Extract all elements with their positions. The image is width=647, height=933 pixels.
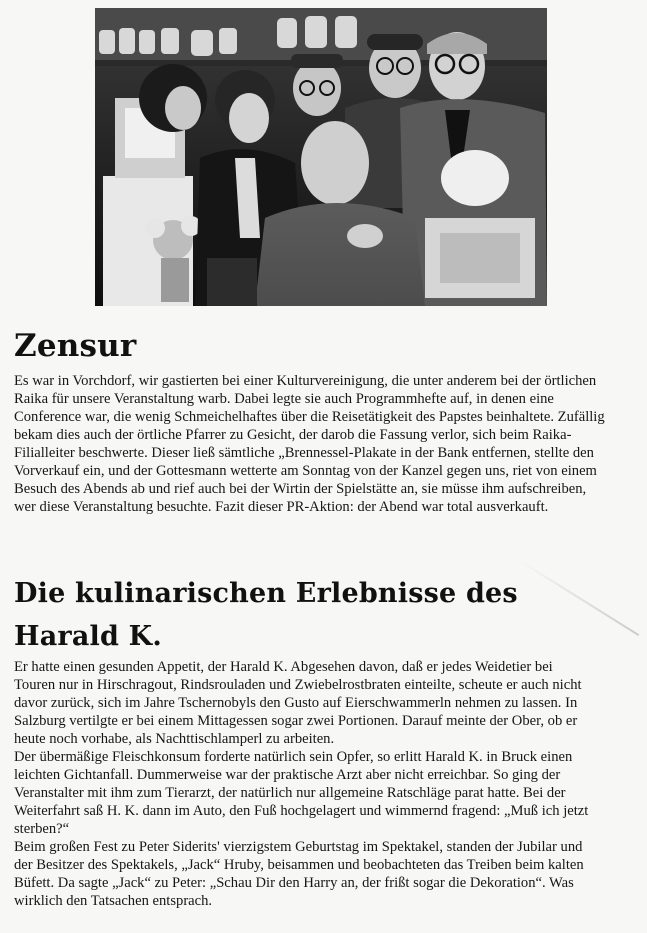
- body-line: Salzburg vertilgte er bei einem Mittagessen sogar zwei Portionen. Darauf meinte der Ober, ob er: [14, 713, 578, 729]
- body-line: Weiterfahrt saß H. K. dann im Auto, den Fuß hochgelagert und wimmernd fragend: „Muß ich jetzt: [14, 803, 589, 819]
- article-body-kulinarisch: [14, 658, 629, 910]
- body-line: Der übermäßige Fleischkonsum forderte natürlich sein Opfer, so erlitt Harald K. in Bruck einen: [14, 749, 573, 765]
- body-line: Es war in Vorchdorf, wir gastierten bei einer Kulturvereinigung, die unter anderem bei der örtlichen: [14, 373, 597, 389]
- body-line: Touren nur in Hirschragout, Rindsrouladen und Zwiebelrostbraten einteilte, scheute er auch nicht: [14, 677, 582, 693]
- body-line: Büfett. Da sagte „Jack“ zu Peter: „Schau Dir den Harry an, der frißt sogar die Dekoration“. Was: [14, 875, 574, 891]
- article-title-zensur: Zensur: [14, 328, 137, 364]
- body-line: heute noch vorhabe, als Nachttischlamperl zu arbeiten.: [14, 731, 335, 747]
- body-line: Veranstalter mit ihm zum Tierarzt, der natürlich nur allgemeine Ratschläge parat hatte. Bei der: [14, 785, 566, 801]
- body-line: Filialleiter beschwerte. Dieser ließ sämtliche „Brennessel-Plakate in der Bank entfernen, stellte den: [14, 445, 594, 461]
- body-line: Besuch des Abends ab und rief auch bei der Wirtin der Spielstätte an, sie müsse ihm aufschreiben,: [14, 481, 587, 497]
- group-photo: [95, 8, 547, 306]
- title-line: Die kulinarischen Erlebnisse des: [14, 578, 518, 609]
- group-photo-icon: [95, 8, 547, 306]
- body-line: davor zurück, sich im Jahre Tschernobyls den Gusto auf Eierschwammerln nehmen zu lassen. In: [14, 695, 578, 711]
- body-line: bekam dies auch der örtliche Pfarrer zu Gesicht, der darob die Fassung verlor, sich beim Raika-: [14, 427, 572, 443]
- title-line: Harald K.: [14, 621, 162, 652]
- article-title-kulinarisch: [14, 572, 614, 658]
- body-line: Conference war, die wenig Schmeichelhaftes über die Reisetätigkeit des Papstes beinhaltete. Zufällig: [14, 409, 605, 425]
- body-line: sterben?“: [14, 821, 70, 837]
- body-line: leichten Gichtanfall. Dummerweise war der praktische Arzt aber nicht erreichbar. So ging der: [14, 767, 561, 783]
- body-line: Er hatte einen gesunden Appetit, der Harald K. Abgesehen davon, daß er jedes Weidetier bei: [14, 659, 553, 675]
- body-line: Vorverkauf ein, und der Gottesmann wetterte am Sonntag von der Kanzel gegen uns, riet von einem: [14, 463, 597, 479]
- body-line: Beim großen Fest zu Peter Siderits' vierzigstem Geburtstag im Spektakel, standen der Jubilar und: [14, 839, 583, 855]
- body-line: wirklich den Tatsachen entsprach.: [14, 893, 213, 909]
- article-body-zensur: [14, 372, 629, 516]
- body-line: wer diese Veranstaltung besuchte. Fazit dieser PR-Aktion: der Abend war total ausverkauft.: [14, 499, 549, 515]
- body-line: Raika für unsere Veranstaltung warb. Dabei legte sie auch Programmhefte auf, in denen eine: [14, 391, 554, 407]
- body-line: der Besitzer des Spektakels, „Jack“ Hruby, beisammen und beobachteten das Treiben beim kalten: [14, 857, 584, 873]
